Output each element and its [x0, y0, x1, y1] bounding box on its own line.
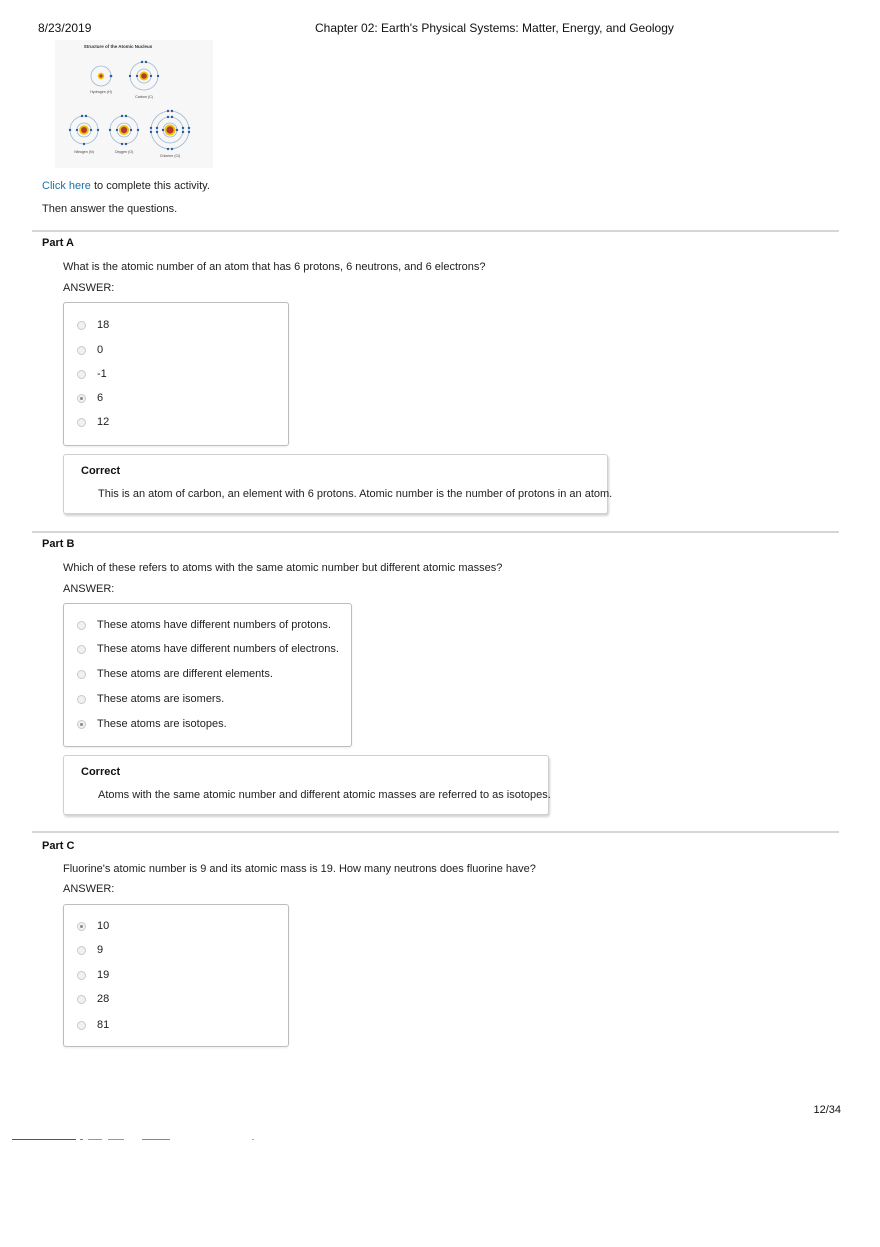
atomic-nucleus-figure — [55, 40, 213, 168]
radio-button[interactable] — [77, 418, 86, 427]
option-label: These atoms have different numbers of protons. — [97, 619, 331, 631]
part-a-options — [63, 302, 289, 446]
label-hydrogen: Hydrogen (H) — [90, 90, 112, 94]
label-nitrogen: Nitrogen (N) — [74, 150, 94, 154]
part-a-option[interactable] — [77, 390, 103, 406]
feedback-text: This is an atom of carbon, an element with 6 protons. Atomic number is the number of protons in an atom. — [98, 488, 613, 500]
option-label: These atoms have different numbers of electrons. — [97, 643, 339, 655]
activity-text: to complete this activity. — [90, 180, 210, 192]
option-label: 18 — [97, 319, 110, 331]
carbon-atom — [129, 61, 159, 99]
part-c-answer-label: ANSWER: — [63, 883, 115, 895]
nitrogen-atom — [69, 115, 99, 154]
label-oxygen: Oxygen (O) — [114, 150, 134, 154]
option-label: 12 — [97, 416, 110, 428]
option-label: These atoms are isotopes. — [97, 718, 227, 730]
page-number: 12/34 — [813, 1104, 841, 1116]
part-c-question: Fluorine's atomic number is 9 and its atomic mass is 19. How many neutrons does fluorine have? — [63, 863, 536, 875]
part-b-question: Which of these refers to atoms with the same atomic number but different atomic masses? — [63, 562, 503, 574]
feedback-title: Correct — [81, 465, 121, 477]
option-label: These atoms are isomers. — [97, 693, 225, 705]
part-c-title: Part C — [42, 840, 75, 852]
part-a-answer-label: ANSWER: — [63, 282, 115, 294]
print-date: 8/23/2019 — [38, 21, 92, 35]
document-title: Chapter 02: Earth's Physical Systems: Matter, Energy, and Geology — [315, 21, 674, 35]
option-label: 19 — [97, 969, 110, 981]
divider — [32, 230, 839, 232]
part-a-feedback — [63, 454, 613, 514]
part-c-option[interactable] — [77, 918, 109, 934]
part-c-option[interactable] — [77, 1017, 109, 1033]
part-b-options — [63, 603, 352, 747]
part-b-option[interactable] — [77, 716, 227, 732]
option-label: 28 — [97, 993, 110, 1005]
option-label: 9 — [97, 944, 104, 956]
radio-button[interactable] — [77, 670, 86, 679]
part-a-title: Part A — [42, 237, 74, 249]
part-c-options — [63, 904, 289, 1047]
part-c-option[interactable] — [77, 967, 109, 983]
radio-button[interactable] — [77, 370, 86, 379]
option-label: 0 — [97, 344, 104, 356]
option-label: 6 — [97, 392, 104, 404]
click-here-link[interactable]: Click here — [42, 180, 91, 192]
atom-diagram — [55, 40, 213, 168]
part-a-option[interactable] — [77, 414, 109, 430]
option-label: 81 — [97, 1019, 110, 1031]
part-c-option[interactable] — [77, 991, 109, 1007]
radio-button-selected[interactable] — [77, 720, 86, 729]
radio-button[interactable] — [77, 321, 86, 330]
option-label: -1 — [97, 368, 107, 380]
radio-button[interactable] — [77, 946, 86, 955]
activity-line — [42, 180, 210, 192]
option-label: 10 — [97, 920, 110, 932]
part-c-option[interactable] — [77, 942, 103, 958]
radio-button[interactable] — [77, 621, 86, 630]
part-b-option[interactable] — [77, 691, 224, 707]
part-a-option[interactable] — [77, 366, 107, 382]
divider — [32, 531, 839, 533]
part-b-option[interactable] — [77, 666, 273, 682]
radio-button[interactable] — [77, 695, 86, 704]
feedback-text: Atoms with the same atomic number and different atomic masses are referred to as isotopes. — [98, 789, 551, 801]
part-b-title: Part B — [42, 538, 75, 550]
radio-button[interactable] — [77, 995, 86, 1004]
hydrogen-atom — [90, 66, 112, 94]
radio-button[interactable] — [77, 1021, 86, 1030]
label-chlorine: Chlorine (Cl) — [159, 154, 181, 158]
chlorine-atom — [150, 110, 190, 158]
figure-title: Structure of the Atomic Nucleus — [83, 44, 153, 49]
radio-button[interactable] — [77, 346, 86, 355]
part-b-option[interactable] — [77, 641, 339, 657]
part-b-option[interactable] — [77, 617, 331, 633]
scan-artifact-line — [12, 1138, 257, 1141]
radio-button[interactable] — [77, 645, 86, 654]
feedback-title: Correct — [81, 766, 121, 778]
oxygen-atom — [109, 115, 139, 154]
part-b-feedback — [63, 755, 549, 815]
part-a-question: What is the atomic number of an atom that has 6 protons, 6 neutrons, and 6 electrons? — [63, 261, 486, 273]
part-a-option[interactable] — [77, 317, 109, 333]
option-label: These atoms are different elements. — [97, 668, 273, 680]
part-a-option[interactable] — [77, 342, 103, 358]
radio-button-selected[interactable] — [77, 394, 86, 403]
part-b-answer-label: ANSWER: — [63, 583, 115, 595]
label-carbon: Carbon (C) — [135, 95, 153, 99]
divider — [32, 831, 839, 833]
instructions-text: Then answer the questions. — [42, 203, 178, 215]
radio-button-selected[interactable] — [77, 922, 86, 931]
radio-button[interactable] — [77, 971, 86, 980]
